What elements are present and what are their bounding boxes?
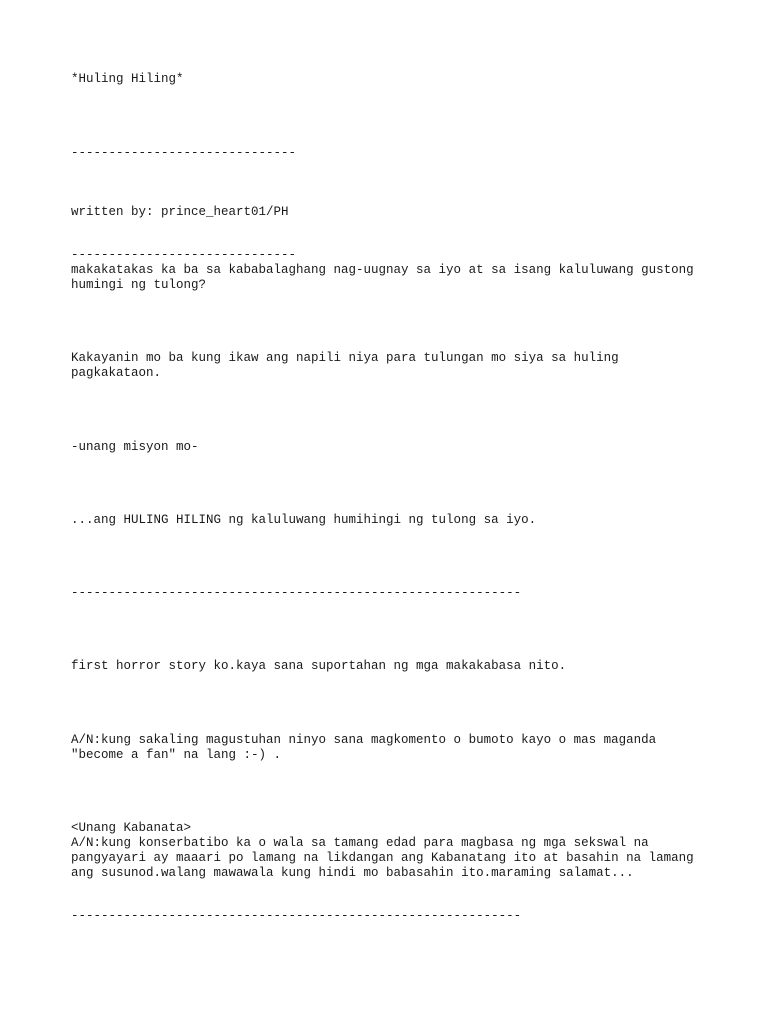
separator-long: ------------------------------------------------------------	[71, 909, 522, 923]
author-note: A/N:kung sakaling magustuhan ninyo sana magkomento o bumoto kayo o mas maganda "become a fan" na lang :-) .	[71, 733, 657, 762]
chapter-heading: <Unang Kabanata>	[71, 821, 192, 835]
blurb-paragraph: Kakayanin mo ba kung ikaw ang napili niya para tulungan mo siya sa huling pagkakataon.	[71, 351, 619, 380]
mission-line: -unang misyon mo-	[71, 440, 199, 454]
blurb-paragraph: makakatakas ka ba sa kababalaghang nag-uugnay sa iyo at sa isang kaluluwang gustong humingi ng tulong?	[71, 263, 694, 292]
separator-short: ------------------------------	[71, 248, 297, 262]
chapter-note: A/N:kung konserbatibo ka o wala sa tamang edad para magbasa ng mga sekswal na pangyayari ay maaari po lamang na likdangan ang Kabanatang ito at basahin na lamang ang susunod.walang mawawala kung hindi mo babasahin ito.maraming salamat...	[71, 836, 694, 880]
story-title: *Huling Hiling*	[71, 72, 184, 86]
last-wish-line: ...ang HULING HILING ng kaluluwang humihingi ng tulong sa iyo.	[71, 513, 537, 527]
author-line: written by: prince_heart01/PH	[71, 205, 289, 219]
separator-long: ------------------------------------------------------------	[71, 586, 522, 600]
separator-short: ------------------------------	[71, 146, 297, 160]
first-story-note: first horror story ko.kaya sana suportahan ng mga makakabasa nito.	[71, 659, 567, 673]
